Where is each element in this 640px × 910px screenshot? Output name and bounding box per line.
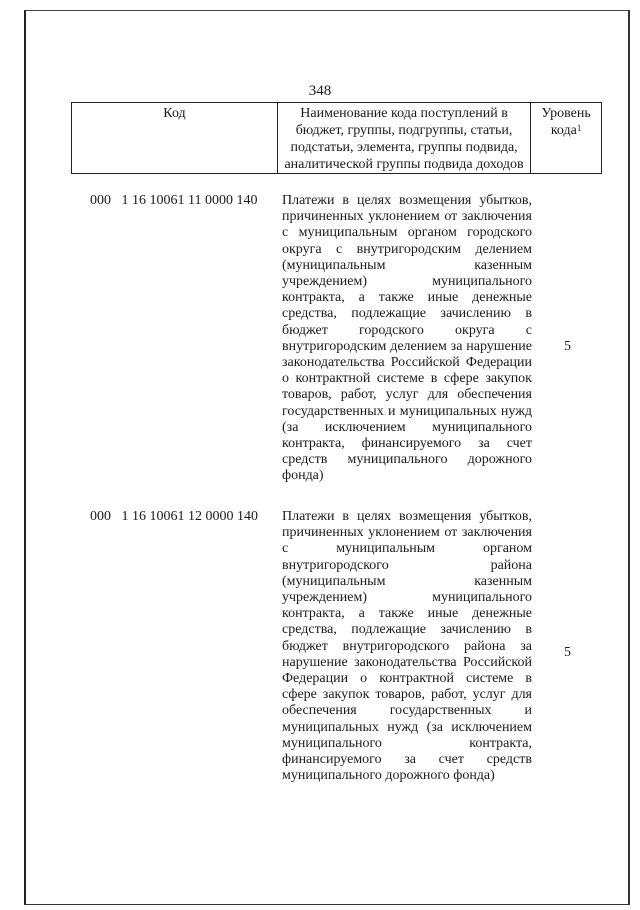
row-code: 000 1 16 10061 11 0000 140 (90, 193, 258, 208)
row-name: Платежи в целях возмещения убытков, причиненных уклонением от заключения с муниципальным органом городского округа с внутригородским делением (муниципальным казенным учреждением) муниципального контракта, а также иные денежные средства, подлежащие зачислению в бюджет городского округа с внутригородским делением за нарушение законодательства Российской Федерации о контрактной системе в сфере закупок товаров, работ, услуг для обеспечения государственных и муниципальных нужд (за исключением муниципального контракта, финансируемого за счет средств муниципального дорожного фонда) (282, 193, 532, 484)
row-code: 000 1 16 10061 12 0000 140 (90, 509, 258, 524)
row-level: 5 (564, 339, 571, 354)
page-number: 348 (308, 83, 332, 99)
row-name: Платежи в целях возмещения убытков, причиненных уклонением от заключения с муниципальным органом внутригородского района (муниципальным казенным учреждением) муниципального контракта, а также иные денежные средства, подлежащие зачислению в бюджет внутригородского района за нарушение законодательства Российской Федерации о контрактной системе в сфере закупок товаров, работ, услуг для обеспечения государственных и муниципальных нужд (за исключением муниципального контракта, финансируемого за счет средств муниципального дорожного фонда) (282, 509, 532, 784)
header-name-label: Наименование кода поступлений в бюджет, группы, подгруппы, статьи, подстатьи, элемента, группы подвида, аналитической группы подвида доходов (284, 106, 524, 172)
table-header (71, 102, 602, 174)
header-code-label: Код (163, 106, 186, 121)
header-level-label: Уровень кода (541, 106, 591, 138)
header-level-footnote: 1 (576, 123, 582, 133)
header-level-cell (531, 103, 602, 174)
row-level: 5 (564, 645, 571, 660)
header-code-cell (72, 103, 278, 174)
header-name-cell (277, 103, 530, 174)
